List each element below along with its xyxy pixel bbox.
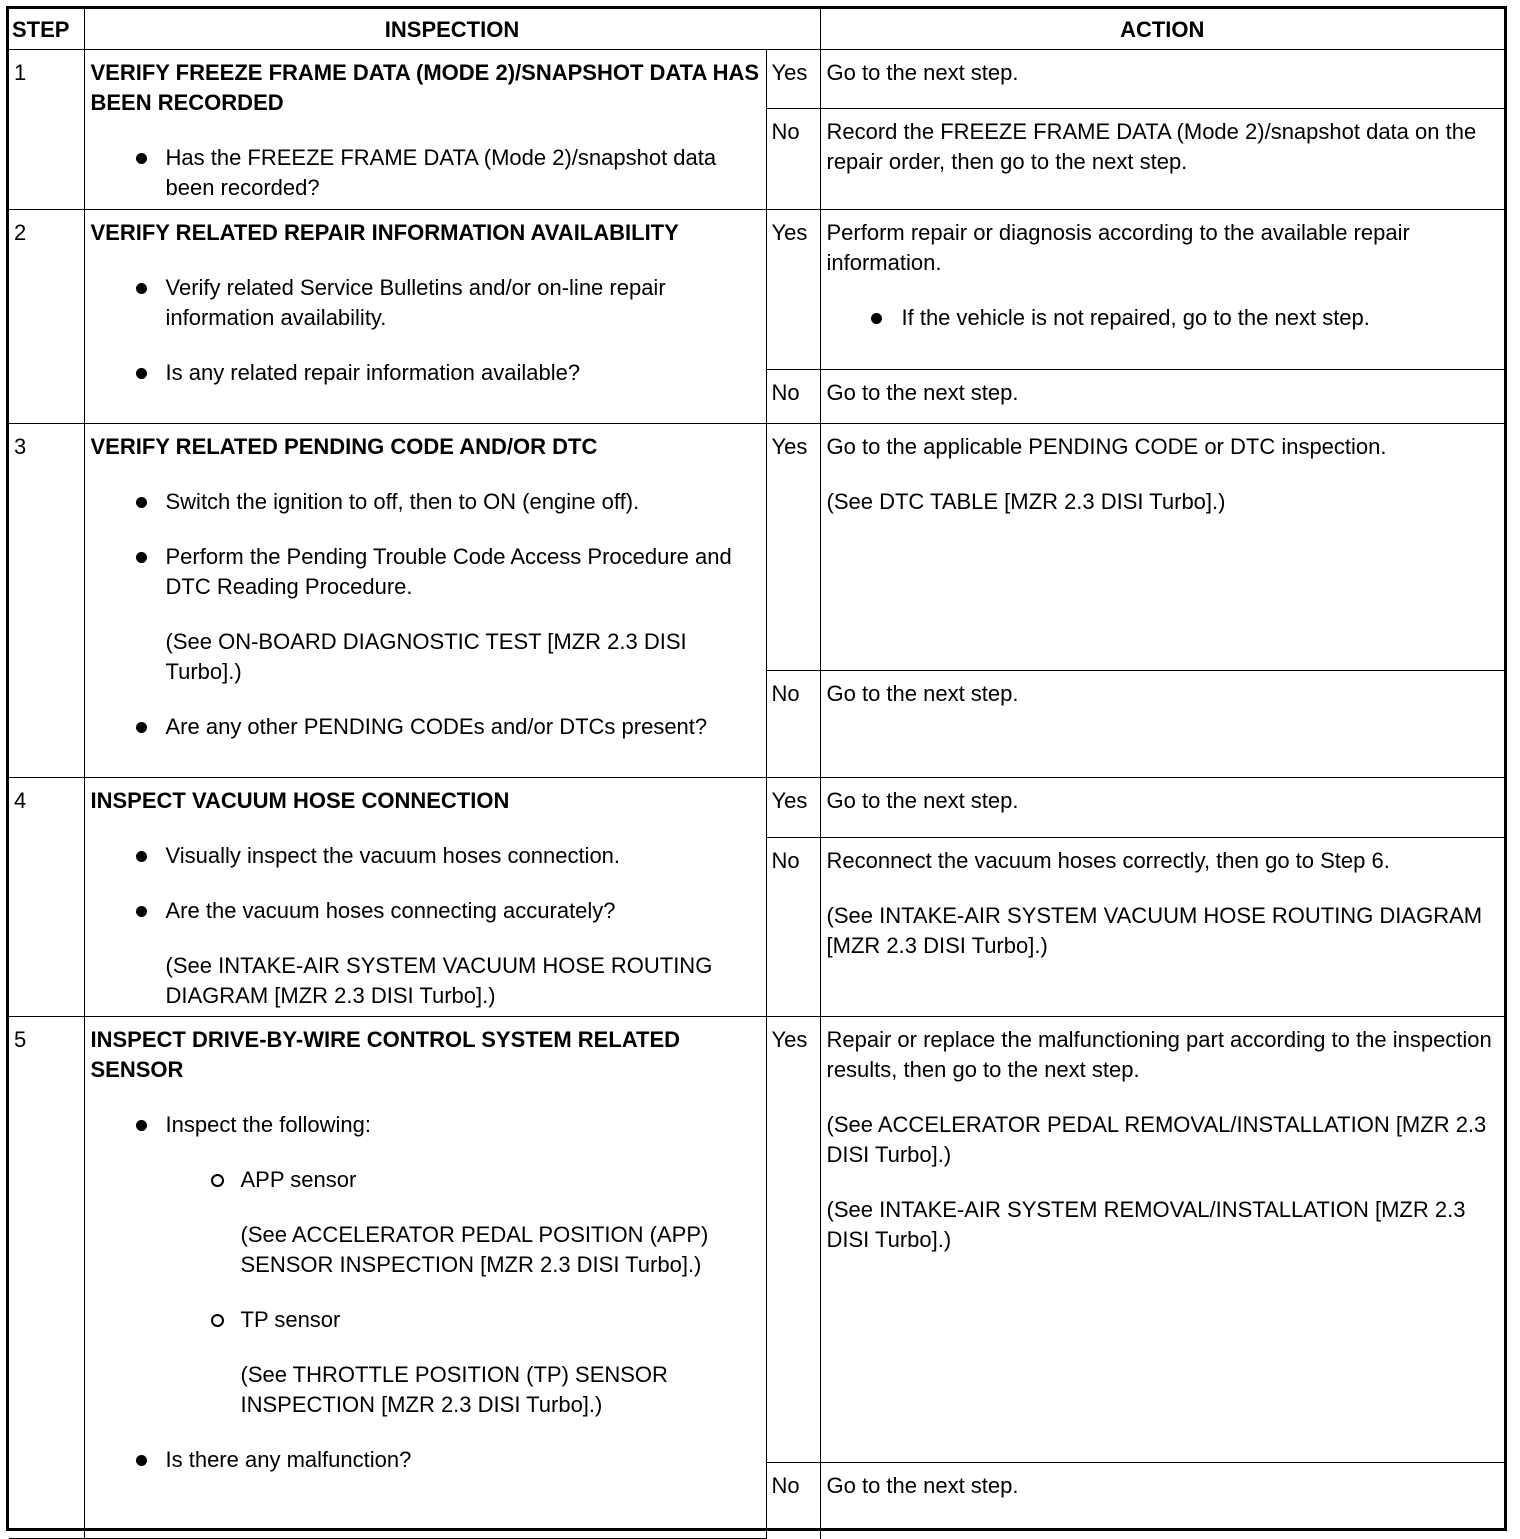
yes-action-cell [820, 423, 1504, 670]
inspection-cell [84, 777, 766, 1016]
sub-list-item [166, 1305, 760, 1420]
step-title: VERIFY RELATED PENDING CODE AND/OR DTC [90, 433, 598, 459]
step-title: VERIFY FREEZE FRAME DATA (MODE 2)/SNAPSHOT DATA HAS BEEN RECORDED [90, 59, 760, 115]
action-bullet: If the vehicle is not repaired, go to the next step. [827, 303, 1499, 333]
yes-label: Yes [766, 423, 820, 670]
inspection-cell [84, 1016, 766, 1539]
yes-action: Repair or replace the malfunctioning part according to the inspection results, then go to the next step. [826, 1026, 1492, 1082]
yes-label: Yes [766, 209, 820, 369]
reference-text: (See THROTTLE POSITION (TP) SENSOR INSPECTION [MZR 2.3 DISI Turbo].) [240, 1361, 668, 1417]
step-number: 1 [9, 49, 84, 209]
table-row [9, 423, 1504, 670]
step-number: 4 [9, 777, 84, 1016]
inspection-bullet: Is any related repair information available? [91, 358, 760, 388]
reference-text: (See ACCELERATOR PEDAL POSITION (APP) SENSOR INSPECTION [MZR 2.3 DISI Turbo].) [240, 1221, 709, 1277]
no-action-cell [820, 837, 1504, 1016]
no-label: No [766, 837, 820, 1016]
yes-label: Yes [766, 49, 820, 108]
yes-action: Go to the next step. [820, 777, 1504, 837]
no-label: No [766, 108, 820, 209]
inspection-bullet [91, 1110, 760, 1420]
bullet-text: Inspect the following: [165, 1111, 371, 1137]
step-title: INSPECT DRIVE-BY-WIRE CONTROL SYSTEM RELATED SENSOR [90, 1026, 681, 1082]
inspection-cell [84, 423, 766, 777]
diagnostic-table-frame [6, 6, 1507, 1531]
sub-item-label: TP sensor [240, 1306, 341, 1332]
no-label: No [766, 1462, 820, 1539]
step-number: 2 [9, 209, 84, 423]
reference-text: (See DTC TABLE [MZR 2.3 DISI Turbo].) [826, 488, 1226, 514]
no-action: Go to the next step. [820, 1462, 1504, 1539]
no-action: Reconnect the vacuum hoses correctly, then go to Step 6. [826, 847, 1390, 873]
step-title: INSPECT VACUUM HOSE CONNECTION [90, 787, 510, 813]
no-action: Record the FREEZE FRAME DATA (Mode 2)/snapshot data on the repair order, then go to the next step. [820, 108, 1504, 209]
sub-item-label: APP sensor [240, 1166, 357, 1192]
no-label: No [766, 670, 820, 777]
yes-action: Go to the applicable PENDING CODE or DTC inspection. [826, 433, 1387, 459]
inspection-cell [84, 209, 766, 423]
inspection-bullet: Has the FREEZE FRAME DATA (Mode 2)/snapshot data been recorded? [91, 143, 760, 203]
yes-action-cell [820, 1016, 1504, 1462]
header-row [9, 9, 1504, 49]
yes-action-cell [820, 209, 1504, 369]
step-title: VERIFY RELATED REPAIR INFORMATION AVAILABILITY [90, 219, 679, 245]
table-row [9, 777, 1504, 837]
reference-text: (See INTAKE-AIR SYSTEM VACUUM HOSE ROUTING DIAGRAM [MZR 2.3 DISI Turbo].) [826, 902, 1483, 958]
sub-list-item [166, 1165, 760, 1280]
table-row [9, 49, 1504, 108]
no-action: Go to the next step. [820, 369, 1504, 423]
reference-text: (See ON-BOARD DIAGNOSTIC TEST [MZR 2.3 DISI Turbo].) [165, 628, 687, 684]
no-label: No [766, 369, 820, 423]
yes-action: Perform repair or diagnosis according to the available repair information. [826, 219, 1410, 275]
bullet-text: Perform the Pending Trouble Code Access Procedure and DTC Reading Procedure. [165, 543, 732, 599]
yes-label: Yes [766, 1016, 820, 1462]
inspection-bullet: Verify related Service Bulletins and/or on-line repair information availability. [91, 273, 760, 333]
step-header: STEP [9, 9, 84, 49]
reference-text: (See INTAKE-AIR SYSTEM REMOVAL/INSTALLATION [MZR 2.3 DISI Turbo].) [826, 1196, 1466, 1252]
inspection-bullet: Are any other PENDING CODEs and/or DTCs present? [91, 712, 760, 742]
diagnostic-table [9, 9, 1504, 1539]
inspection-bullet [91, 896, 760, 1011]
reference-text: (See ACCELERATOR PEDAL REMOVAL/INSTALLATION [MZR 2.3 DISI Turbo].) [826, 1111, 1487, 1167]
table-row [9, 1016, 1504, 1462]
no-action: Go to the next step. [820, 670, 1504, 777]
yes-action: Go to the next step. [820, 49, 1504, 108]
reference-text: (See INTAKE-AIR SYSTEM VACUUM HOSE ROUTING DIAGRAM [MZR 2.3 DISI Turbo].) [165, 952, 713, 1008]
inspection-header: INSPECTION [84, 9, 820, 49]
inspection-bullet: Switch the ignition to off, then to ON (engine off). [91, 487, 760, 517]
table-row [9, 209, 1504, 369]
inspection-bullet: Is there any malfunction? [91, 1445, 760, 1475]
yes-label: Yes [766, 777, 820, 837]
step-number: 5 [9, 1016, 84, 1539]
inspection-cell [84, 49, 766, 209]
action-header: ACTION [820, 9, 1504, 49]
inspection-bullet: Visually inspect the vacuum hoses connection. [91, 841, 760, 871]
bullet-text: Are the vacuum hoses connecting accurately? [165, 897, 616, 923]
step-number: 3 [9, 423, 84, 777]
inspection-bullet [91, 542, 760, 687]
